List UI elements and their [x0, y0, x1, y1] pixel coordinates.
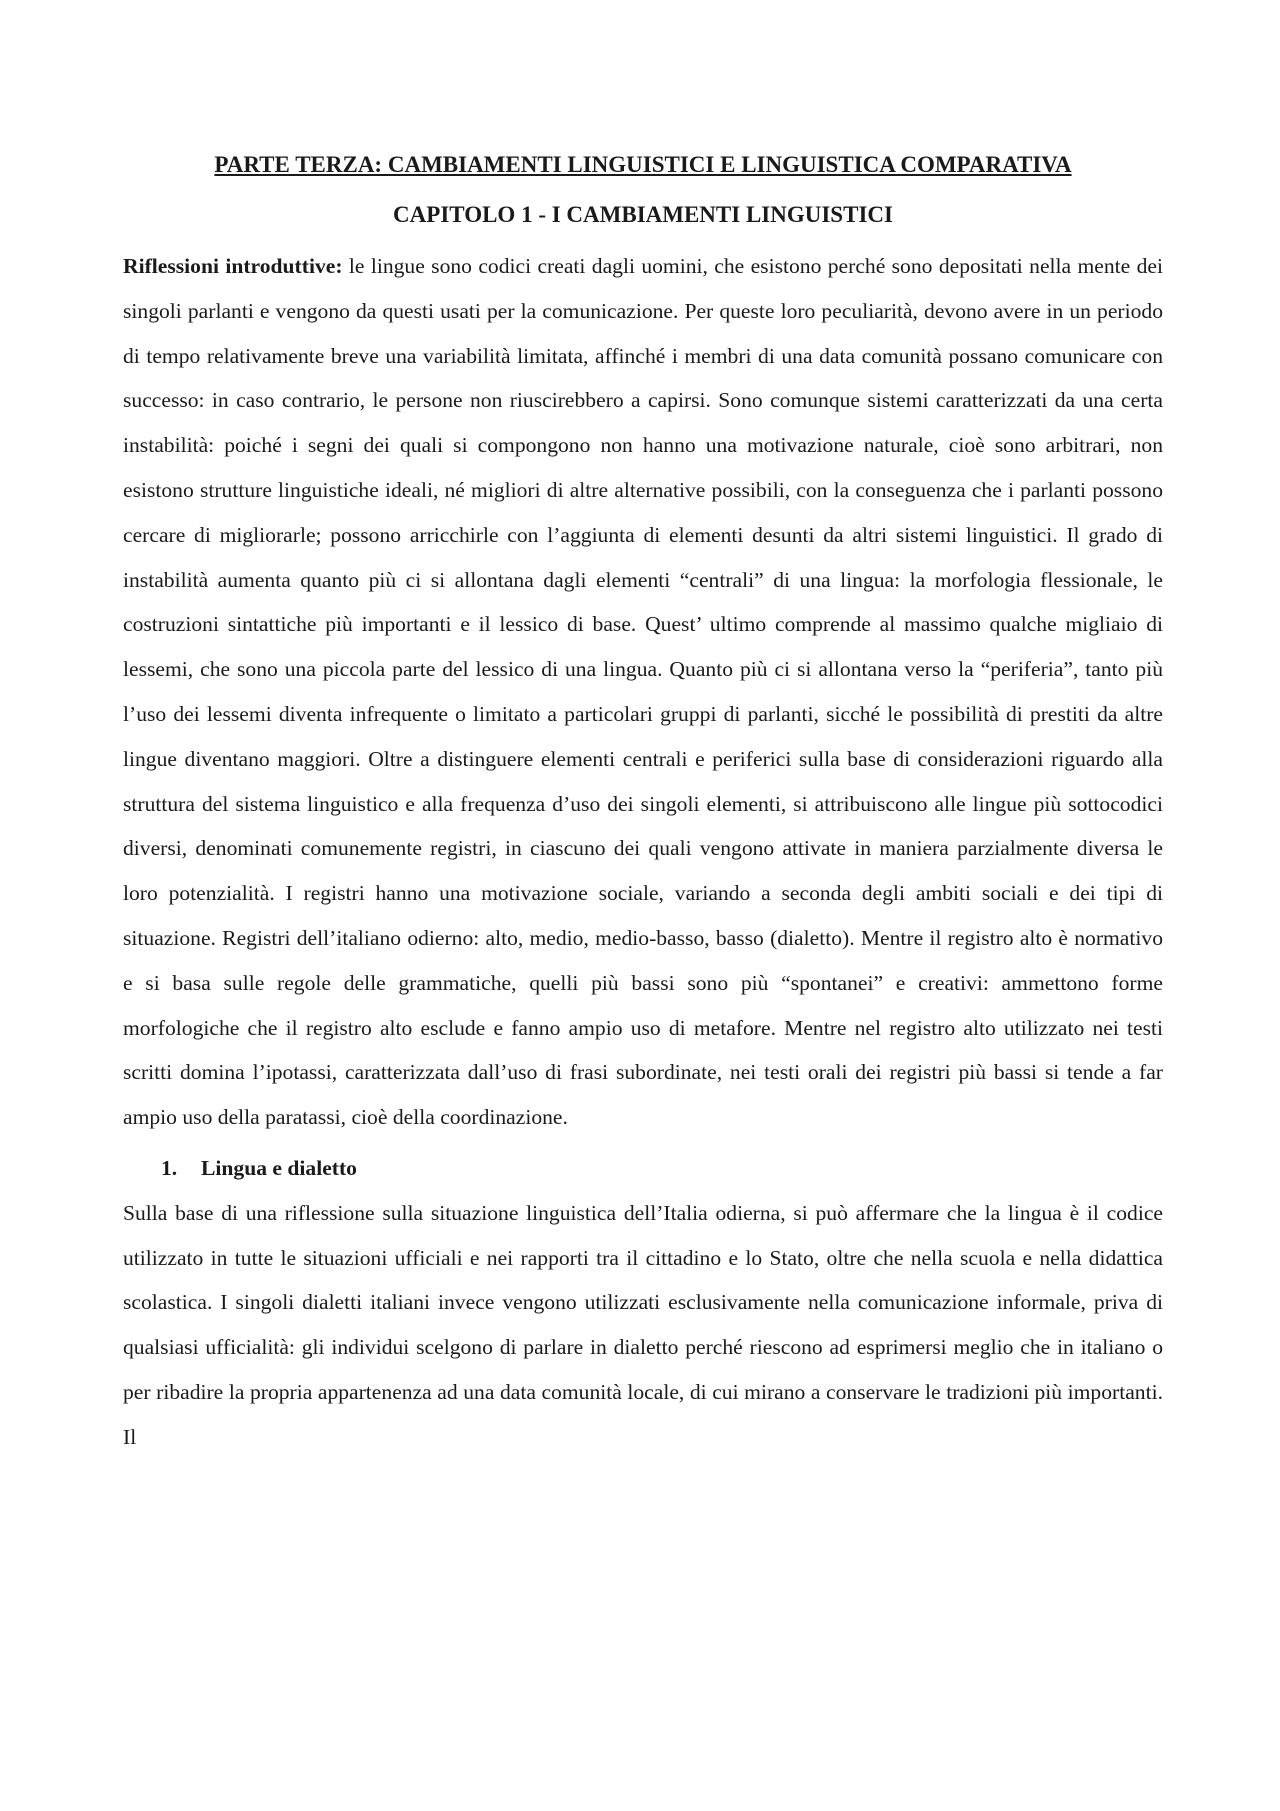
section-number: 1.: [161, 1155, 178, 1180]
section-title: Lingua e dialetto: [201, 1155, 357, 1180]
document-page: [123, 150, 1163, 1460]
intro-paragraph: [123, 244, 1163, 1140]
section-paragraph: Sulla base di una riflessione sulla situazione linguistica dell’Italia odierna, si può affermare che la lingua è il codice utilizzato in tutte le situazioni ufficiali e nei rapporti tra il cittadino e lo Stato, oltre che nella scuola e nella didattica scolastica. I singoli dialetti italiani invece vengono utilizzati esclusivamente nella comunicazione informale, priva di qualsiasi ufficialità: gli individui scelgono di parlare in dialetto perché riescono ad esprimersi meglio che in italiano o per ribadire la propria appartenenza ad una data comunità locale, di cui mirano a conservare le tradizioni più importanti. Il: [123, 1200, 1163, 1449]
intro-label: Riflessioni introduttive:: [123, 254, 343, 278]
section-heading: [123, 1146, 1163, 1191]
part-title: PARTE TERZA: CAMBIAMENTI LINGUISTICI E LINGUISTICA COMPARATIVA: [214, 152, 1072, 177]
intro-text: le lingue sono codici creati dagli uomini, che esistono perché sono depositati nella mente dei singoli parlanti e vengono da questi usati per la comunicazione. Per queste loro peculiarità, devono avere in un periodo di tempo relativamente breve una variabilità limitata, affinché i membri di una data comunità possano comunicare con successo: in caso contrario, le persone non riuscirebbero a capirsi. Sono comunque sistemi caratterizzati da una certa instabilità: poiché i segni dei quali si compongono non hanno una motivazione naturale, cioè sono arbitrari, non esistono strutture linguistiche ideali, né migliori di altre alternative possibili, con la conseguenza che i parlanti possono cercare di migliorarle; possono arricchirle con l’aggiunta di elementi desunti da altri sistemi linguistici. Il grado di instabilità aumenta quanto più ci si allontana dagli elementi “centrali” di una lingua: la morfologia flessionale, le costruzioni sintattiche più importanti e il lessico di base. Quest’ ultimo comprende al massimo qualche migliaio di lessemi, che sono una piccola parte del lessico di una lingua. Quanto più ci si allontana verso la “periferia”, tanto più l’uso dei lessemi diventa infrequente o limitato a particolari gruppi di parlanti, sicché le possibilità di prestiti da altre lingue diventano maggiori. Oltre a distinguere elementi centrali e periferici sulla base di considerazioni riguardo alla struttura del sistema linguistico e alla frequenza d’uso dei singoli elementi, si attribuiscono alle lingue più sottocodici diversi, denominati comunemente registri, in ciascuno dei quali vengono attivate in maniera parzialmente diversa le loro potenzialità. I registri hanno una motivazione sociale, variando a seconda degli ambiti sociali e dei tipi di situazione. Registri dell’italiano odierno: alto, medio, medio-basso, basso (dialetto). Mentre il registro alto è normativo e si basa sulle regole delle grammatiche, quelli più bassi sono più “spontanei” e creativi: ammettono forme morfologiche che il registro alto esclude e fanno ampio uso di metafore. Mentre nel registro alto utilizzato nei testi scritti domina l’ipotassi, caratterizzata dall’uso di frasi subordinate, nei testi orali dei registri più bassi si tende a far ampio uso della paratassi, cioè della coordinazione.: [123, 254, 1163, 1130]
chapter-title: CAPITOLO 1 - I CAMBIAMENTI LINGUISTICI: [393, 202, 893, 227]
